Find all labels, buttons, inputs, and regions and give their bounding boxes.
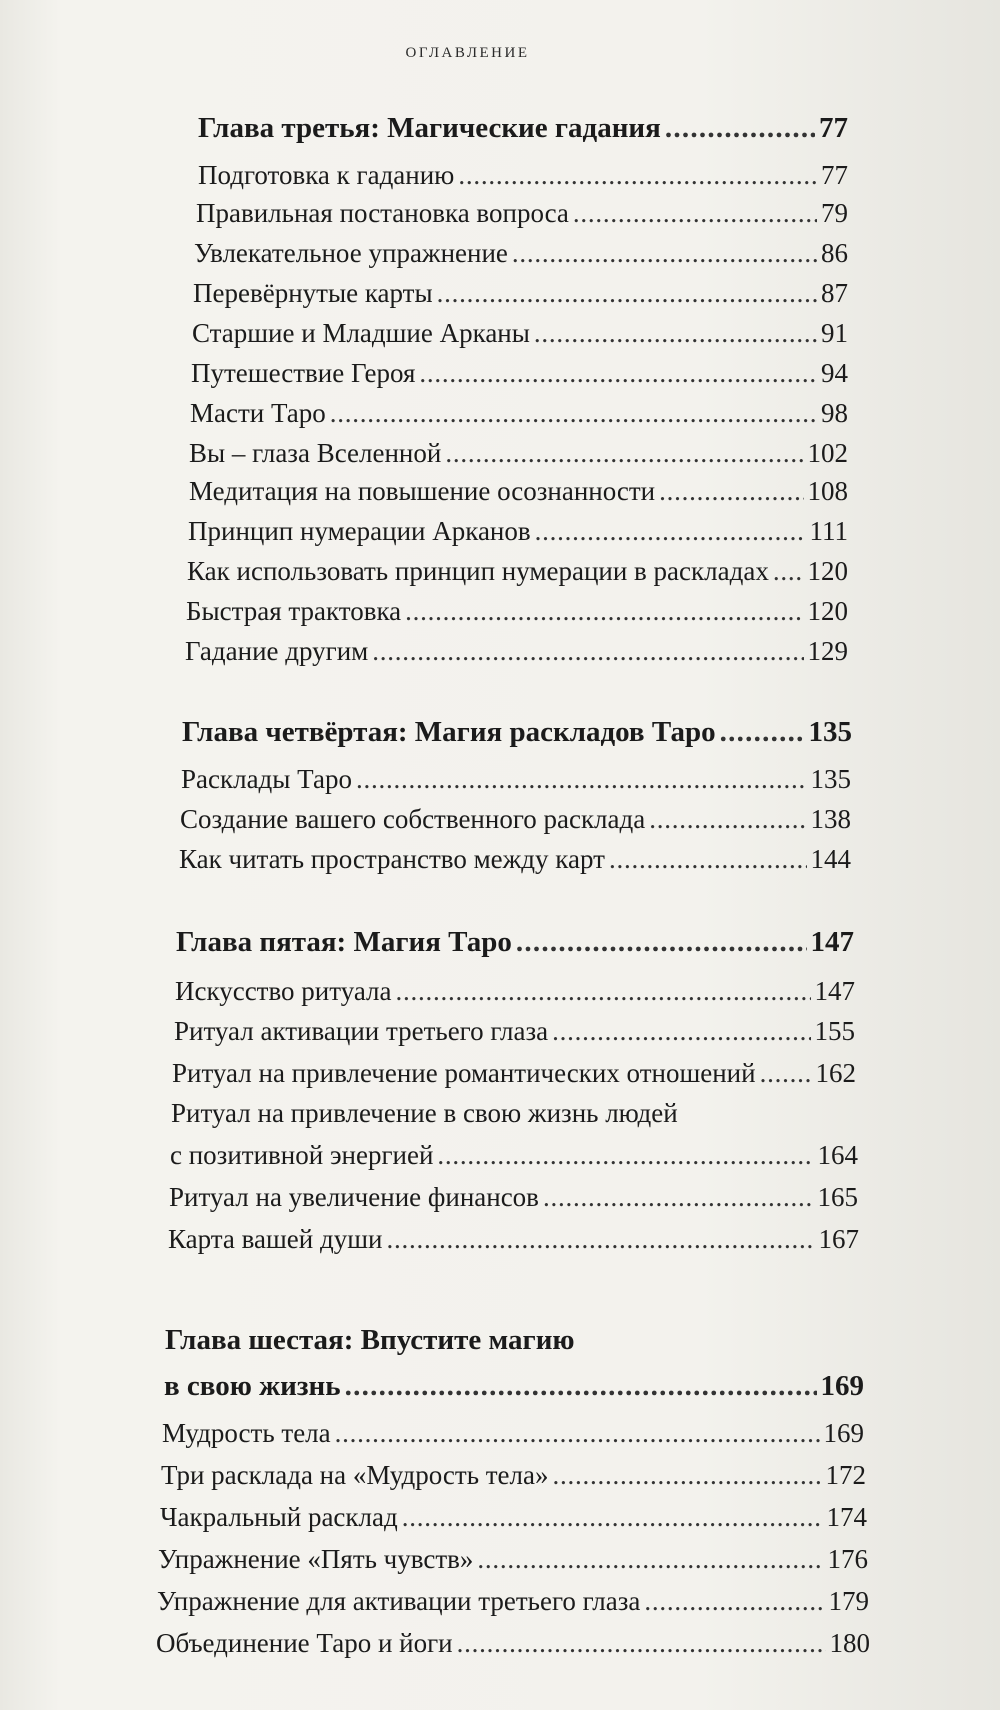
entry-title: Расклады Таро [181,764,352,794]
page-number: 172 [825,1460,866,1490]
entry-title: Ритуал на привлечение в свою жизнь людей [171,1098,678,1128]
leader-dots [649,804,806,835]
toc-entry[interactable] [188,516,848,547]
page-number: 108 [807,476,848,506]
toc-entry[interactable] [160,1502,867,1533]
page-number: 162 [815,1058,856,1088]
toc-entry[interactable] [175,976,855,1007]
page-number: 91 [821,318,848,348]
entry-title: Ритуал на увеличение финансов [169,1182,539,1212]
leader-dots [419,358,817,389]
entry-title: Подготовка к гаданию [198,160,455,190]
toc-entry[interactable] [190,398,848,429]
leader-dots [535,516,806,547]
entry-title: Упражнение «Пять чувств» [158,1544,474,1574]
leader-dots [345,1370,817,1403]
toc-entry[interactable] [157,1586,869,1617]
toc-entry[interactable] [192,318,848,349]
leader-dots [512,238,817,269]
chapter-title: Глава четвёртая: Магия раскладов Таро [182,716,716,748]
entry-title: Путешествие Героя [191,358,416,388]
chapter-5-entry[interactable] [176,926,854,959]
page-number: 138 [810,804,851,834]
page-number: 120 [807,596,848,626]
toc-entry[interactable] [193,278,848,309]
toc-entry[interactable] [168,1224,859,1255]
chapter-title-continued: в свою жизнь [164,1370,341,1402]
entry-title: Чакральный расклад [160,1502,398,1532]
entry-title: Старшие и Младшие Арканы [192,318,530,348]
toc-entry[interactable] [162,1418,864,1449]
entry-title: Масти Таро [190,398,326,428]
leader-dots [386,1224,814,1255]
leader-dots [773,556,804,587]
entry-title: Искусство ритуала [175,976,392,1006]
entry-title: Перевёрнутые карты [193,278,433,308]
chapter-3-entry[interactable] [198,112,848,145]
entry-title: Как читать пространство между карт [179,844,605,874]
page-number: 79 [821,198,848,228]
entry-title: Ритуал активации третьего глаза [174,1016,549,1046]
toc-entry[interactable] [156,1628,870,1659]
page-number: 169 [823,1418,864,1448]
toc-entry[interactable] [181,764,851,795]
entry-title: Принцип нумерации Арканов [188,516,531,546]
page-number: 144 [810,844,851,874]
page-number: 77 [821,160,848,190]
page-number: 165 [817,1182,858,1212]
page-number: 94 [821,358,848,388]
toc-entry[interactable] [189,476,848,507]
chapter-title: Глава третья: Магические гадания [198,112,661,144]
leader-dots [609,844,807,875]
chapter-4-entry[interactable] [182,716,852,749]
leader-dots [644,1586,824,1617]
leader-dots [543,1182,814,1213]
leader-dots [335,1418,820,1449]
toc-entry-multiline-first[interactable] [171,1098,856,1129]
chapter-6-entry[interactable] [164,1370,864,1403]
leader-dots [330,398,817,429]
toc-entry[interactable] [172,1058,856,1089]
leader-dots [516,926,807,959]
page-number: 120 [807,556,848,586]
toc-entry-multiline-second[interactable] [170,1140,858,1171]
page-number: 164 [817,1140,858,1170]
toc-entry[interactable] [189,438,848,469]
leader-dots [760,1058,812,1089]
entry-title: Гадание другим [185,636,369,666]
toc-entry[interactable] [158,1544,868,1575]
entry-title: Ритуал на привлечение романтических отношений [172,1058,756,1088]
entry-title-continued: с позитивной энергией [170,1140,434,1170]
page-number: 98 [821,398,848,428]
page-number: 86 [821,238,848,268]
leader-dots [445,438,803,469]
leader-dots [573,198,817,229]
toc-entry[interactable] [161,1460,866,1491]
page-number: 87 [821,278,848,308]
entry-title: Вы – глаза Вселенной [189,438,442,468]
page-number: 169 [820,1370,864,1402]
entry-title: Увлекательное упражнение [194,238,508,268]
toc-entry[interactable] [198,160,848,191]
leader-dots [534,318,817,349]
entry-title: Как использовать принцип нумерации в раскладах [187,556,769,586]
leader-dots [553,1460,822,1491]
leader-dots [405,596,803,627]
entry-title: Объединение Таро и йоги [156,1628,453,1658]
leader-dots [372,636,803,667]
entry-title: Упражнение для активации третьего глаза [157,1586,641,1616]
leader-dots [457,1628,826,1659]
toc-entry[interactable] [186,596,848,627]
toc-entry[interactable] [187,556,848,587]
page-number: 147 [814,976,855,1006]
leader-dots [356,764,807,795]
toc-entry[interactable] [169,1182,858,1213]
entry-title: Правильная постановка вопроса [196,198,569,228]
entry-title: Карта вашей души [168,1224,383,1254]
page-number: 111 [809,516,848,546]
page-number: 176 [827,1544,868,1574]
page-number: 135 [810,764,851,794]
entry-title: Мудрость тела [162,1418,331,1448]
leader-dots [720,716,805,749]
page-number: 102 [807,438,848,468]
leader-dots [437,278,817,309]
chapter-6-title-line1[interactable]: Глава шестая: Впустите магию [165,1324,575,1356]
page-number: 77 [819,112,848,144]
running-head: оглавление [405,38,530,62]
toc-entry[interactable] [174,1016,855,1047]
page-number: 167 [818,1224,859,1254]
toc-entry[interactable] [180,804,851,835]
toc-entry[interactable] [194,238,848,269]
leader-dots [458,160,817,191]
entry-title: Три расклада на «Мудрость тела» [161,1460,549,1490]
page-number: 180 [829,1628,870,1658]
leader-dots [477,1544,823,1575]
leader-dots [396,976,811,1007]
page-number: 147 [810,926,854,958]
page-number: 155 [814,1016,855,1046]
entry-title: Медитация на повышение осознанности [189,476,656,506]
chapter-title: Глава пятая: Магия Таро [176,926,512,958]
leader-dots [402,1502,823,1533]
leader-dots [552,1016,810,1047]
entry-title: Создание вашего собственного расклада [180,804,646,834]
entry-title: Быстрая трактовка [186,596,402,626]
leader-dots [665,112,815,145]
page-number: 129 [807,636,848,666]
toc-entry[interactable] [179,844,851,875]
toc-entry[interactable] [191,358,848,389]
toc-entry[interactable] [185,636,848,667]
toc-entry[interactable] [196,198,848,229]
page-number: 135 [808,716,852,748]
page-number: 174 [826,1502,867,1532]
page-number: 179 [828,1586,869,1616]
leader-dots [659,476,803,507]
leader-dots [437,1140,813,1171]
